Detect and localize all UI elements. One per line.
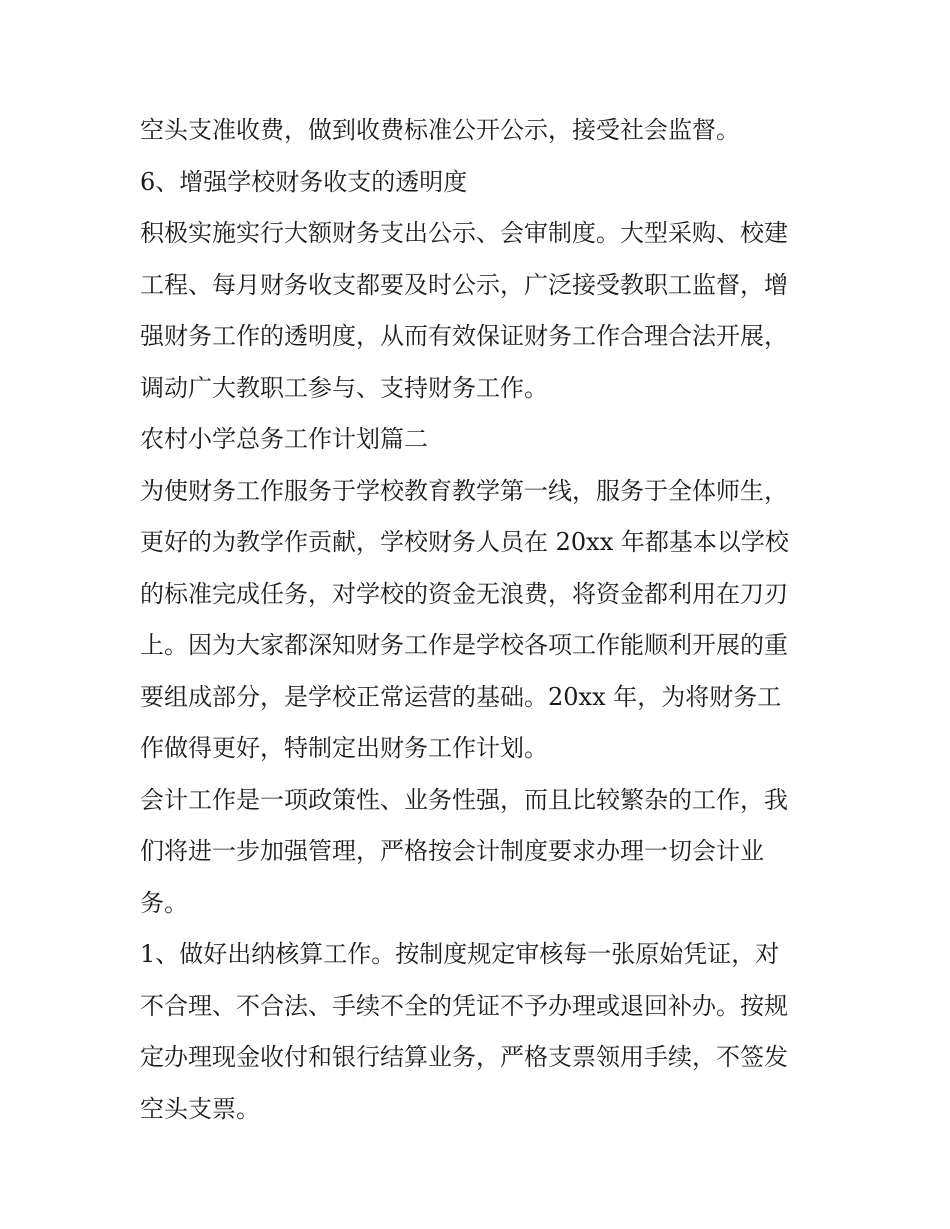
paragraph-accounting: 会计工作是一项政策性、业务性强，而且比较繁杂的工作，我 们将进一步加强管理，严格按会计制度要求办理一切会计业 务。 xyxy=(140,785,788,917)
paragraph-fee-supervision: 空头支准收费，做到收费标准公开公示，接受社会监督。 xyxy=(140,116,740,144)
paragraph-transparency: 积极实施实行大额财务支出公示、会审制度。大型采购、校建 工程、每月财务收支都要及时公示，广泛接受教职工监督，增 强财务工作的透明度，从而有效保证财务工作合理合法开展， 调动广大教职工参与、支持财务工作。 xyxy=(140,219,788,402)
paragraph-intro: 为使财务工作服务于学校教育教学第一线，服务于全体师生， 更好的为教学作贡献，学校财务人员在 20xx 年都基本以学校 的标准完成任务，对学校的资金无浪费，将资金都利用在刀刃 上。因为大家都深知财务工作是学校各项工作能顺利开展的重 要组成部分，是学校正常运营的基础。20xx 年，为将财务工 作做得更好，特制定出财务工作计划。 xyxy=(140,476,789,762)
heading-transparency: 6、增强学校财务收支的透明度 xyxy=(140,167,468,196)
paragraph-cashier: 1、做好出纳核算工作。按制度规定审核每一张原始凭证，对 不合理、不合法、手续不全的凭证不予办理或退回补办。按规 定办理现金收付和银行结算业务，严格支票领用手续，不签发 空头支票。 xyxy=(140,940,788,1123)
section-title: 农村小学总务工作计划篇二 xyxy=(140,425,428,453)
document-body xyxy=(140,105,820,1135)
